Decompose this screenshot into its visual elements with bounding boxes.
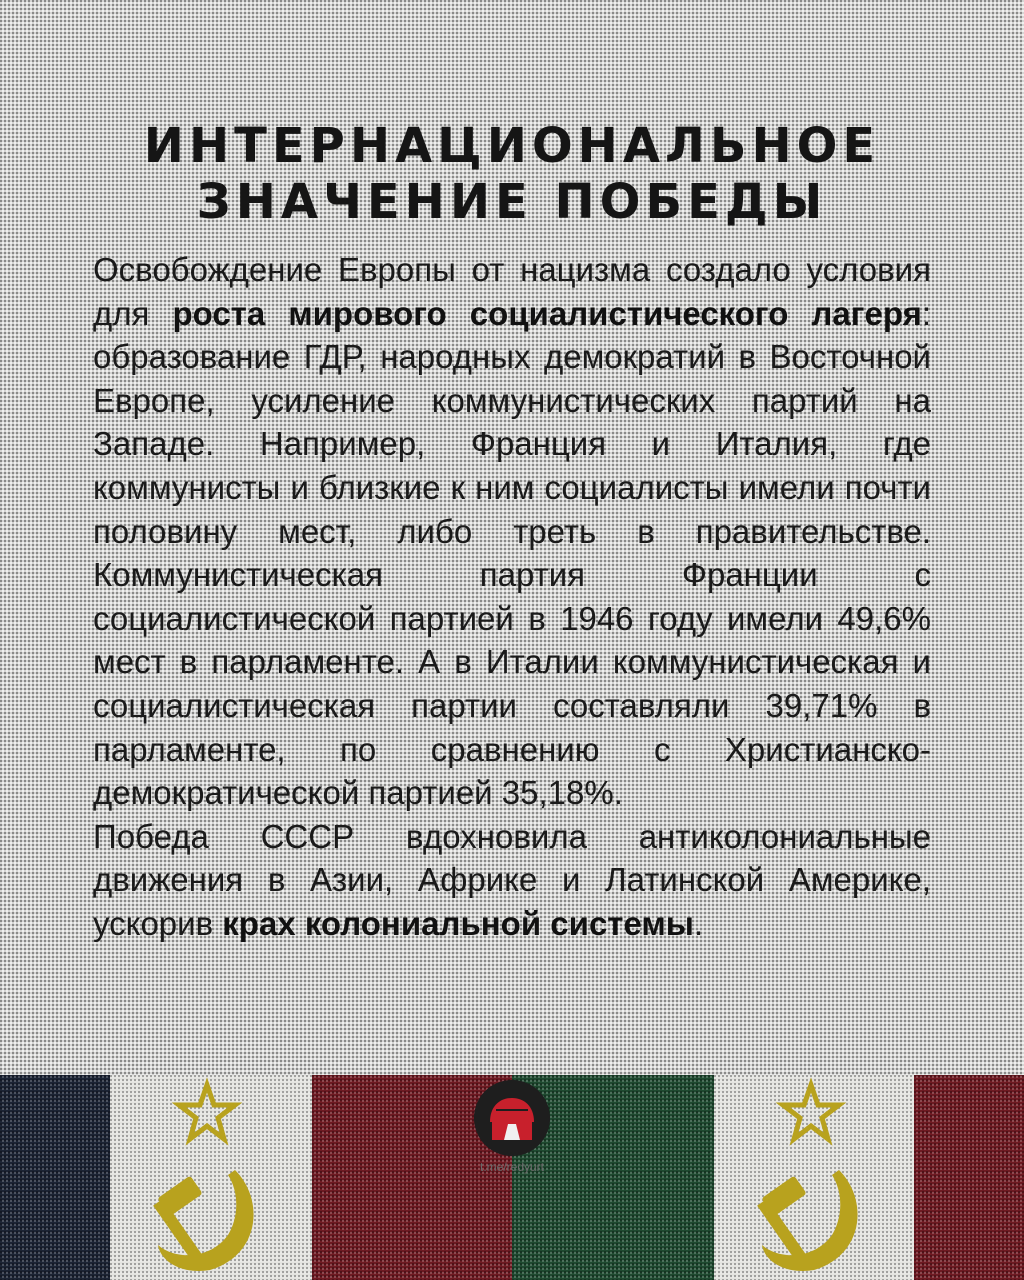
watermark-text: t.me/redyurt xyxy=(479,1160,545,1174)
paragraph-1-bold: роста мирового социалистического лагеря xyxy=(172,294,922,332)
paragraph-1-text-b: : образование ГДР, народных демократий в Восточной Европе, усиление коммунистических партий на Западе. Например, Франция и Италия, где коммунисты и близкие к ним социалисты имели почти половину мест, либо треть в правительстве. Коммунистическая партия Франции с социалистической партией в 1946 году имели 49,6% мест в парламенте. А в Италии коммунистическая и социалистическая партии составляли 39,71% в парламенте, по сравнению с Христианско-демократической партией 35,18%. xyxy=(93,294,931,812)
paragraph-1 xyxy=(93,248,931,815)
title-line-2: ЗНАЧЕНИЕ ПОБЕДЫ xyxy=(196,174,828,230)
paragraph-2-bold: крах колониальной системы xyxy=(222,904,694,942)
star-icon xyxy=(783,1085,839,1139)
paragraph-2-text-b: . xyxy=(693,904,704,942)
title-line-1: ИНТЕРНАЦИОНАЛЬНОЕ xyxy=(143,118,881,174)
flag-stripe-red-right xyxy=(914,1075,1024,1280)
page-title xyxy=(0,118,1024,230)
paragraph-1-text-a: Освобождение Европы от нацизма создало условия для xyxy=(93,251,931,332)
article-body xyxy=(93,248,931,946)
star-icon xyxy=(179,1085,235,1139)
paragraph-2 xyxy=(93,815,931,946)
flag-stripe-navy xyxy=(0,1075,110,1280)
paragraph-2-text-a: Победа СССР вдохновила антиколониальные движения в Азии, Африке и Латинской Америке, ускорив xyxy=(93,817,931,942)
hammer-sickle-icon xyxy=(757,1170,857,1271)
hammer-sickle-icon xyxy=(153,1170,253,1271)
soviet-emblem-right xyxy=(744,1075,894,1280)
soviet-emblem-left xyxy=(140,1075,290,1280)
tent-logo-icon xyxy=(474,1080,550,1156)
